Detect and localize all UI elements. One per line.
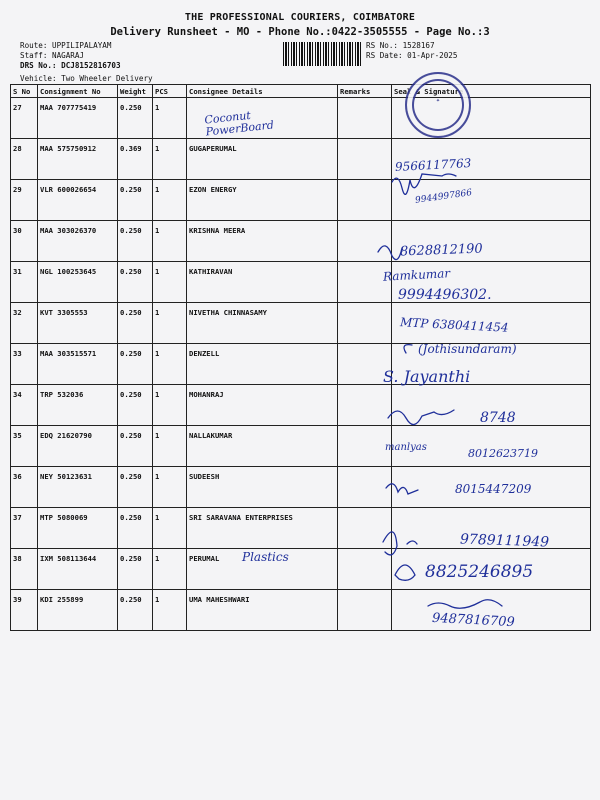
handwriting-30: 8628812190	[399, 241, 483, 260]
cell-consignment: VLR 600026654	[38, 180, 118, 221]
handwriting-37: 9789111949	[459, 531, 550, 551]
cell-consignee: KRISHNA MEERA	[187, 221, 338, 262]
cell-consignment: IXM 508113644	[38, 549, 118, 590]
col-consignment: Consignment No	[38, 85, 118, 98]
cell-sno: 35	[11, 426, 38, 467]
table-row	[11, 262, 591, 303]
cell-remarks	[338, 303, 392, 344]
meta-left	[20, 41, 121, 71]
handwriting-39: 9487816709	[431, 610, 516, 631]
cell-sno: 38	[11, 549, 38, 590]
cell-remarks	[338, 98, 392, 139]
cell-pcs: 1	[153, 590, 187, 631]
table-row	[11, 221, 591, 262]
cell-weight: 0.369	[118, 139, 153, 180]
handwriting-31-phone: 9994496302.	[398, 287, 492, 303]
handwriting-36: 8015447209	[455, 482, 532, 496]
table-row	[11, 139, 591, 180]
handwriting-31-name: Ramkumar	[382, 266, 451, 284]
cell-pcs: 1	[153, 180, 187, 221]
barcode	[283, 42, 361, 66]
cell-consignee: SUDEESH	[187, 467, 338, 508]
cell-remarks	[338, 180, 392, 221]
meta-right	[366, 41, 457, 61]
table-row	[11, 98, 591, 139]
cell-sno: 29	[11, 180, 38, 221]
cell-weight: 0.250	[118, 98, 153, 139]
cell-consignee: MOHANRAJ	[187, 385, 338, 426]
handwriting-35-name: manlyas	[385, 442, 427, 453]
cell-sno: 34	[11, 385, 38, 426]
cell-weight: 0.250	[118, 590, 153, 631]
handwriting-38-phone: 8825246895	[425, 562, 534, 582]
cell-pcs: 1	[153, 98, 187, 139]
col-consignee: Consignee Details	[187, 85, 338, 98]
cell-weight: 0.250	[118, 262, 153, 303]
cell-weight: 0.250	[118, 180, 153, 221]
cell-sno: 33	[11, 344, 38, 385]
cell-consignee: EZON ENERGY	[187, 180, 338, 221]
cell-consignment: MAA 303515571	[38, 344, 118, 385]
cell-sno: 30	[11, 221, 38, 262]
col-sno: S No	[11, 85, 38, 98]
cell-consignment: MTP 5080069	[38, 508, 118, 549]
cell-weight: 0.250	[118, 426, 153, 467]
cell-consignee: KATHIRAVAN	[187, 262, 338, 303]
vehicle-text: Vehicle: Two Wheeler Delivery	[20, 74, 153, 83]
cell-sno: 27	[11, 98, 38, 139]
cell-consignee: NIVETHA CHINNASAMY	[187, 303, 338, 344]
runsheet-title: Delivery Runsheet - MO - Phone No.:0422-3505555 - Page No.:3	[110, 26, 490, 38]
handwriting-32: MTP 6380411454	[399, 315, 509, 335]
cell-pcs: 1	[153, 139, 187, 180]
cell-consignee: NALLAKUMAR	[187, 426, 338, 467]
cell-consignee: GUGAPERUMAL	[187, 139, 338, 180]
table-row	[11, 180, 591, 221]
cell-consignee: UMA MAHESHWARI	[187, 590, 338, 631]
handwriting-38-remark: Plastics	[242, 550, 289, 564]
company-title: THE PROFESSIONAL COURIERS, COIMBATORE	[184, 12, 416, 23]
rs-date-text: RS Date: 01-Apr-2025	[366, 51, 458, 60]
cell-sno: 39	[11, 590, 38, 631]
cell-remarks	[338, 508, 392, 549]
cell-pcs: 1	[153, 549, 187, 590]
cell-sno: 32	[11, 303, 38, 344]
cell-consignment: KVT 3305553	[38, 303, 118, 344]
cell-remarks	[338, 385, 392, 426]
cell-remarks	[338, 426, 392, 467]
table-header-row	[11, 85, 591, 98]
handwriting-28: 9566117763	[394, 156, 472, 174]
handwriting-34-name: S. Jayanthi	[383, 367, 471, 386]
col-remarks: Remarks	[338, 85, 392, 98]
table-row	[11, 426, 591, 467]
handwriting-27: Coconut PowerBoard	[203, 108, 275, 139]
courier-seal: ✦	[405, 72, 471, 138]
cell-weight: 0.250	[118, 385, 153, 426]
cell-sno: 28	[11, 139, 38, 180]
cell-sno: 31	[11, 262, 38, 303]
cell-pcs: 1	[153, 262, 187, 303]
cell-weight: 0.250	[118, 467, 153, 508]
cell-pcs: 1	[153, 303, 187, 344]
cell-pcs: 1	[153, 344, 187, 385]
cell-consignment: MAA 707775419	[38, 98, 118, 139]
handwriting-33: (Jothisundaram)	[418, 342, 517, 356]
cell-consignment: KDI 255899	[38, 590, 118, 631]
cell-remarks	[338, 549, 392, 590]
cell-sno: 37	[11, 508, 38, 549]
cell-weight: 0.250	[118, 344, 153, 385]
cell-remarks	[338, 139, 392, 180]
handwriting-34-phone: 8748	[480, 410, 516, 426]
col-pcs: PCS	[153, 85, 187, 98]
cell-consignee: PERUMAL	[187, 549, 338, 590]
drs-text: DRS No.: DCJ8152816703	[20, 61, 121, 70]
cell-consignment: EDQ 21620790	[38, 426, 118, 467]
cell-consignee: DENZELL	[187, 344, 338, 385]
cell-consignee: SRI SARAVANA ENTERPRISES	[187, 508, 338, 549]
cell-sno: 36	[11, 467, 38, 508]
staff-text: Staff: NAGARAJ	[20, 51, 85, 60]
col-weight: Weight	[118, 85, 153, 98]
cell-weight: 0.250	[118, 549, 153, 590]
cell-weight: 0.250	[118, 508, 153, 549]
cell-remarks	[338, 467, 392, 508]
rs-no-text: RS No.: 1528167	[366, 41, 435, 50]
cell-remarks	[338, 590, 392, 631]
handwriting-35-phone: 8012623719	[468, 447, 538, 460]
cell-consignment: MAA 303026370	[38, 221, 118, 262]
cell-pcs: 1	[153, 467, 187, 508]
cell-consignment: NGL 100253645	[38, 262, 118, 303]
handwriting-29: 9944997866	[414, 188, 473, 206]
cell-remarks	[338, 221, 392, 262]
col-signature: Seal & Signature	[392, 85, 591, 98]
cell-pcs: 1	[153, 426, 187, 467]
cell-weight: 0.250	[118, 221, 153, 262]
cell-weight: 0.250	[118, 303, 153, 344]
route-text: Route: UPPILIPALAYAM	[20, 41, 112, 50]
cell-consignment: TRP 532036	[38, 385, 118, 426]
cell-pcs: 1	[153, 221, 187, 262]
cell-pcs: 1	[153, 508, 187, 549]
cell-consignment: MAA 575750912	[38, 139, 118, 180]
cell-consignment: NEY 50123631	[38, 467, 118, 508]
cell-pcs: 1	[153, 385, 187, 426]
